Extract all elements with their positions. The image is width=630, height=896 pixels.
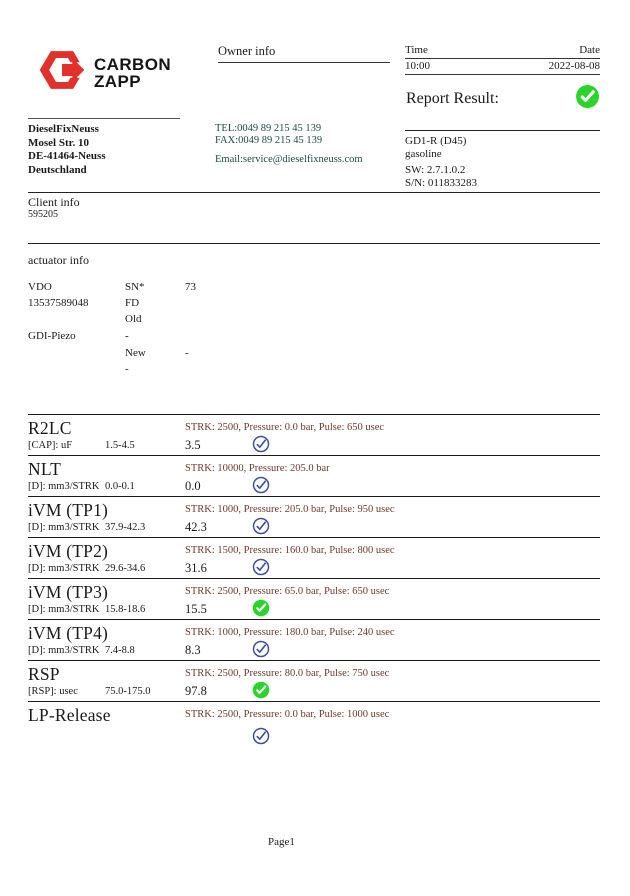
test-name: RSP <box>28 664 60 684</box>
machine-model: GD1-R (D45) <box>405 135 467 147</box>
measure-label: [D]: mm3/STRK <box>28 563 100 574</box>
actuator-sn-value: 73 <box>185 281 196 293</box>
actuator-info-heading: actuator info <box>28 253 89 267</box>
measure-value: 0.0 <box>185 479 201 493</box>
test-name: NLT <box>28 459 62 479</box>
test-condition: STRK: 1000, Pressure: 205.0 bar, Pulse: 950 usec <box>185 504 395 515</box>
test-condition: STRK: 2500, Pressure: 80.0 bar, Pulse: 750 usec <box>185 668 390 679</box>
test-condition: STRK: 2500, Pressure: 0.0 bar, Pulse: 650 usec <box>185 422 385 433</box>
report-result-pass-icon <box>575 84 600 114</box>
machine-info <box>405 130 600 189</box>
measure-label: [D]: mm3/STRK <box>28 604 100 615</box>
test-row <box>28 619 600 660</box>
report-result <box>406 84 600 114</box>
test-row <box>28 701 600 761</box>
owner-address <box>28 123 106 177</box>
actuator-details <box>28 281 308 381</box>
logo-wordmark <box>94 56 171 90</box>
test-condition: STRK: 10000, Pressure: 205.0 bar <box>185 463 330 474</box>
owner-contact <box>215 123 363 166</box>
section-divider <box>28 192 600 193</box>
actuator-fd-label: FD <box>125 297 140 309</box>
pass-check-icon <box>252 681 270 699</box>
measure-label: [D]: mm3/STRK <box>28 645 100 656</box>
test-condition: STRK: 1000, Pressure: 180.0 bar, Pulse: 240 usec <box>185 627 395 638</box>
measure-range: 0.0-0.1 <box>105 481 135 492</box>
measure-value: 8.3 <box>185 643 201 657</box>
owner-fax: FAX:0049 89 215 45 139 <box>215 134 323 146</box>
actuator-old-label: Old <box>125 313 142 325</box>
test-row <box>28 660 600 701</box>
measure-value: 15.5 <box>185 602 207 616</box>
test-condition: STRK: 2500, Pressure: 65.0 bar, Pulse: 650 usec <box>185 586 390 597</box>
pass-check-icon <box>252 640 270 658</box>
test-row <box>28 496 600 537</box>
actuator-part-number: 13537589048 <box>28 297 89 309</box>
pass-check-icon <box>252 599 270 617</box>
time-date-values <box>405 59 600 75</box>
measure-value: 3.5 <box>185 438 201 452</box>
measure-range: 1.5-4.5 <box>105 440 135 451</box>
test-name: iVM (TP2) <box>28 541 109 561</box>
test-row <box>28 414 600 455</box>
owner-country: Deutschland <box>28 163 87 176</box>
time-date-labels <box>405 44 600 59</box>
actuator-type: GDI-Piezo <box>28 330 76 342</box>
actuator-sn-label: SN* <box>125 281 145 293</box>
actuator-new-value: - <box>185 347 189 359</box>
measure-range: 29.6-34.6 <box>105 563 146 574</box>
measure-range: 15.8-18.6 <box>105 604 146 615</box>
date-value: 2022-08-08 <box>548 60 600 72</box>
pass-check-icon <box>252 435 270 453</box>
machine-sw-version: SW: 2.7.1.0.2 <box>405 164 466 176</box>
actuator-end-dash: - <box>125 363 129 375</box>
test-condition: STRK: 2500, Pressure: 0.0 bar, Pulse: 1000 usec <box>185 709 390 720</box>
measure-range: 7.4-8.8 <box>105 645 135 656</box>
pass-check-icon <box>252 727 270 745</box>
machine-fuel: gasoline <box>405 147 442 160</box>
actuator-old-value: - <box>125 330 129 342</box>
time-date-box <box>405 44 600 75</box>
client-info-heading: Client info <box>28 195 80 209</box>
page-number: Page1 <box>268 836 295 848</box>
test-row <box>28 537 600 578</box>
time-label: Time <box>405 44 428 56</box>
logo-line1: CARBON <box>94 54 172 74</box>
date-label: Date <box>579 44 600 56</box>
report-result-label: Report Result: <box>406 90 499 107</box>
measure-value: 42.3 <box>185 520 207 534</box>
address-divider <box>28 118 180 119</box>
test-condition: STRK: 1500, Pressure: 160.0 bar, Pulse: 800 usec <box>185 545 395 556</box>
measure-value: 31.6 <box>185 561 207 575</box>
actuator-new-label: New <box>125 347 146 359</box>
pass-check-icon <box>252 476 270 494</box>
test-name: iVM (TP1) <box>28 500 109 520</box>
owner-info-heading: Owner info <box>218 44 390 63</box>
logo <box>38 46 171 99</box>
test-name: iVM (TP4) <box>28 623 109 643</box>
carbon-zapp-logo-icon <box>38 46 86 99</box>
pass-check-icon <box>252 517 270 535</box>
measure-range: 75.0-175.0 <box>105 686 151 697</box>
actuator-brand: VDO <box>28 281 52 293</box>
measure-label: [D]: mm3/STRK <box>28 522 100 533</box>
test-name: LP-Release <box>28 705 111 725</box>
owner-street: Mosel Str. 10 <box>28 136 90 149</box>
measure-label: [D]: mm3/STRK <box>28 481 100 492</box>
time-value: 10:00 <box>405 60 431 72</box>
test-name: R2LC <box>28 418 72 438</box>
measure-range: 37.9-42.3 <box>105 522 146 533</box>
measure-value: 97.8 <box>185 684 207 698</box>
measure-label: [RSP]: usec <box>28 686 78 697</box>
test-section <box>28 414 600 761</box>
machine-serial: S/N: 011833283 <box>405 176 478 189</box>
owner-city: DE-41464-Neuss <box>28 150 106 162</box>
test-name: iVM (TP3) <box>28 582 109 602</box>
client-id: 595205 <box>28 209 58 220</box>
owner-name: DieselFixNeuss <box>28 123 99 135</box>
test-row <box>28 578 600 619</box>
section-divider <box>28 243 600 244</box>
pass-check-icon <box>252 558 270 576</box>
test-row <box>28 455 600 496</box>
owner-tel: TEL:0049 89 215 45 139 <box>215 123 322 134</box>
owner-email: Email:service@dieselfixneuss.com <box>215 154 363 165</box>
measure-label: [CAP]: uF <box>28 440 73 451</box>
logo-line2: ZAPP <box>94 71 141 91</box>
